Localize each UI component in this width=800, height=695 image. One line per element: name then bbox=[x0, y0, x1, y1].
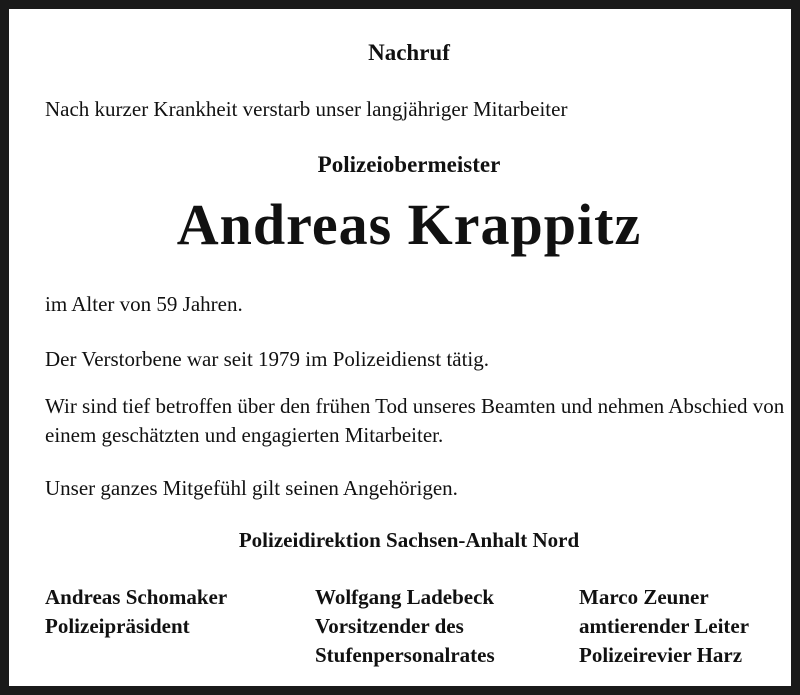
intro-text: Nach kurzer Krankheit verstarb unser langjähriger Mitarbeiter bbox=[45, 97, 568, 121]
signatory-name: Wolfgang Ladebeck bbox=[315, 585, 495, 609]
deceased-rank: Polizeiobermeister bbox=[317, 152, 501, 177]
signatory-role: amtierender Leiter bbox=[579, 614, 750, 638]
deceased-name: Andreas Krappitz bbox=[176, 192, 642, 257]
condolence-paragraph: Wir sind tief betroffen über den frühen Tod unseres Beamten und nehmen Abschied von einem geschätzten und engagierten Mitarbeiter. bbox=[45, 394, 785, 447]
age-paragraph: im Alter von 59 Jahren. bbox=[45, 292, 243, 316]
signatory-role: Stufenpersonalrates bbox=[315, 643, 495, 667]
notice-heading: Nachruf bbox=[368, 40, 450, 65]
organization-name: Polizeidirektion Sachsen-Anhalt Nord bbox=[238, 528, 580, 552]
signatory-role: Polizeipräsident bbox=[45, 614, 190, 638]
signatory-block bbox=[315, 583, 495, 670]
signatory-role: Vorsitzender des bbox=[315, 614, 464, 638]
sympathy-paragraph: Unser ganzes Mitgefühl gilt seinen Angehörigen. bbox=[45, 476, 458, 500]
service-paragraph: Der Verstorbene war seit 1979 im Polizeidienst tätig. bbox=[45, 347, 490, 371]
signatory-name: Andreas Schomaker bbox=[45, 585, 228, 609]
signatory-name: Marco Zeuner bbox=[579, 585, 709, 609]
signatory-block bbox=[45, 583, 227, 641]
signatory-role: Polizeirevier Harz bbox=[579, 643, 743, 667]
signatory-block bbox=[579, 583, 749, 670]
